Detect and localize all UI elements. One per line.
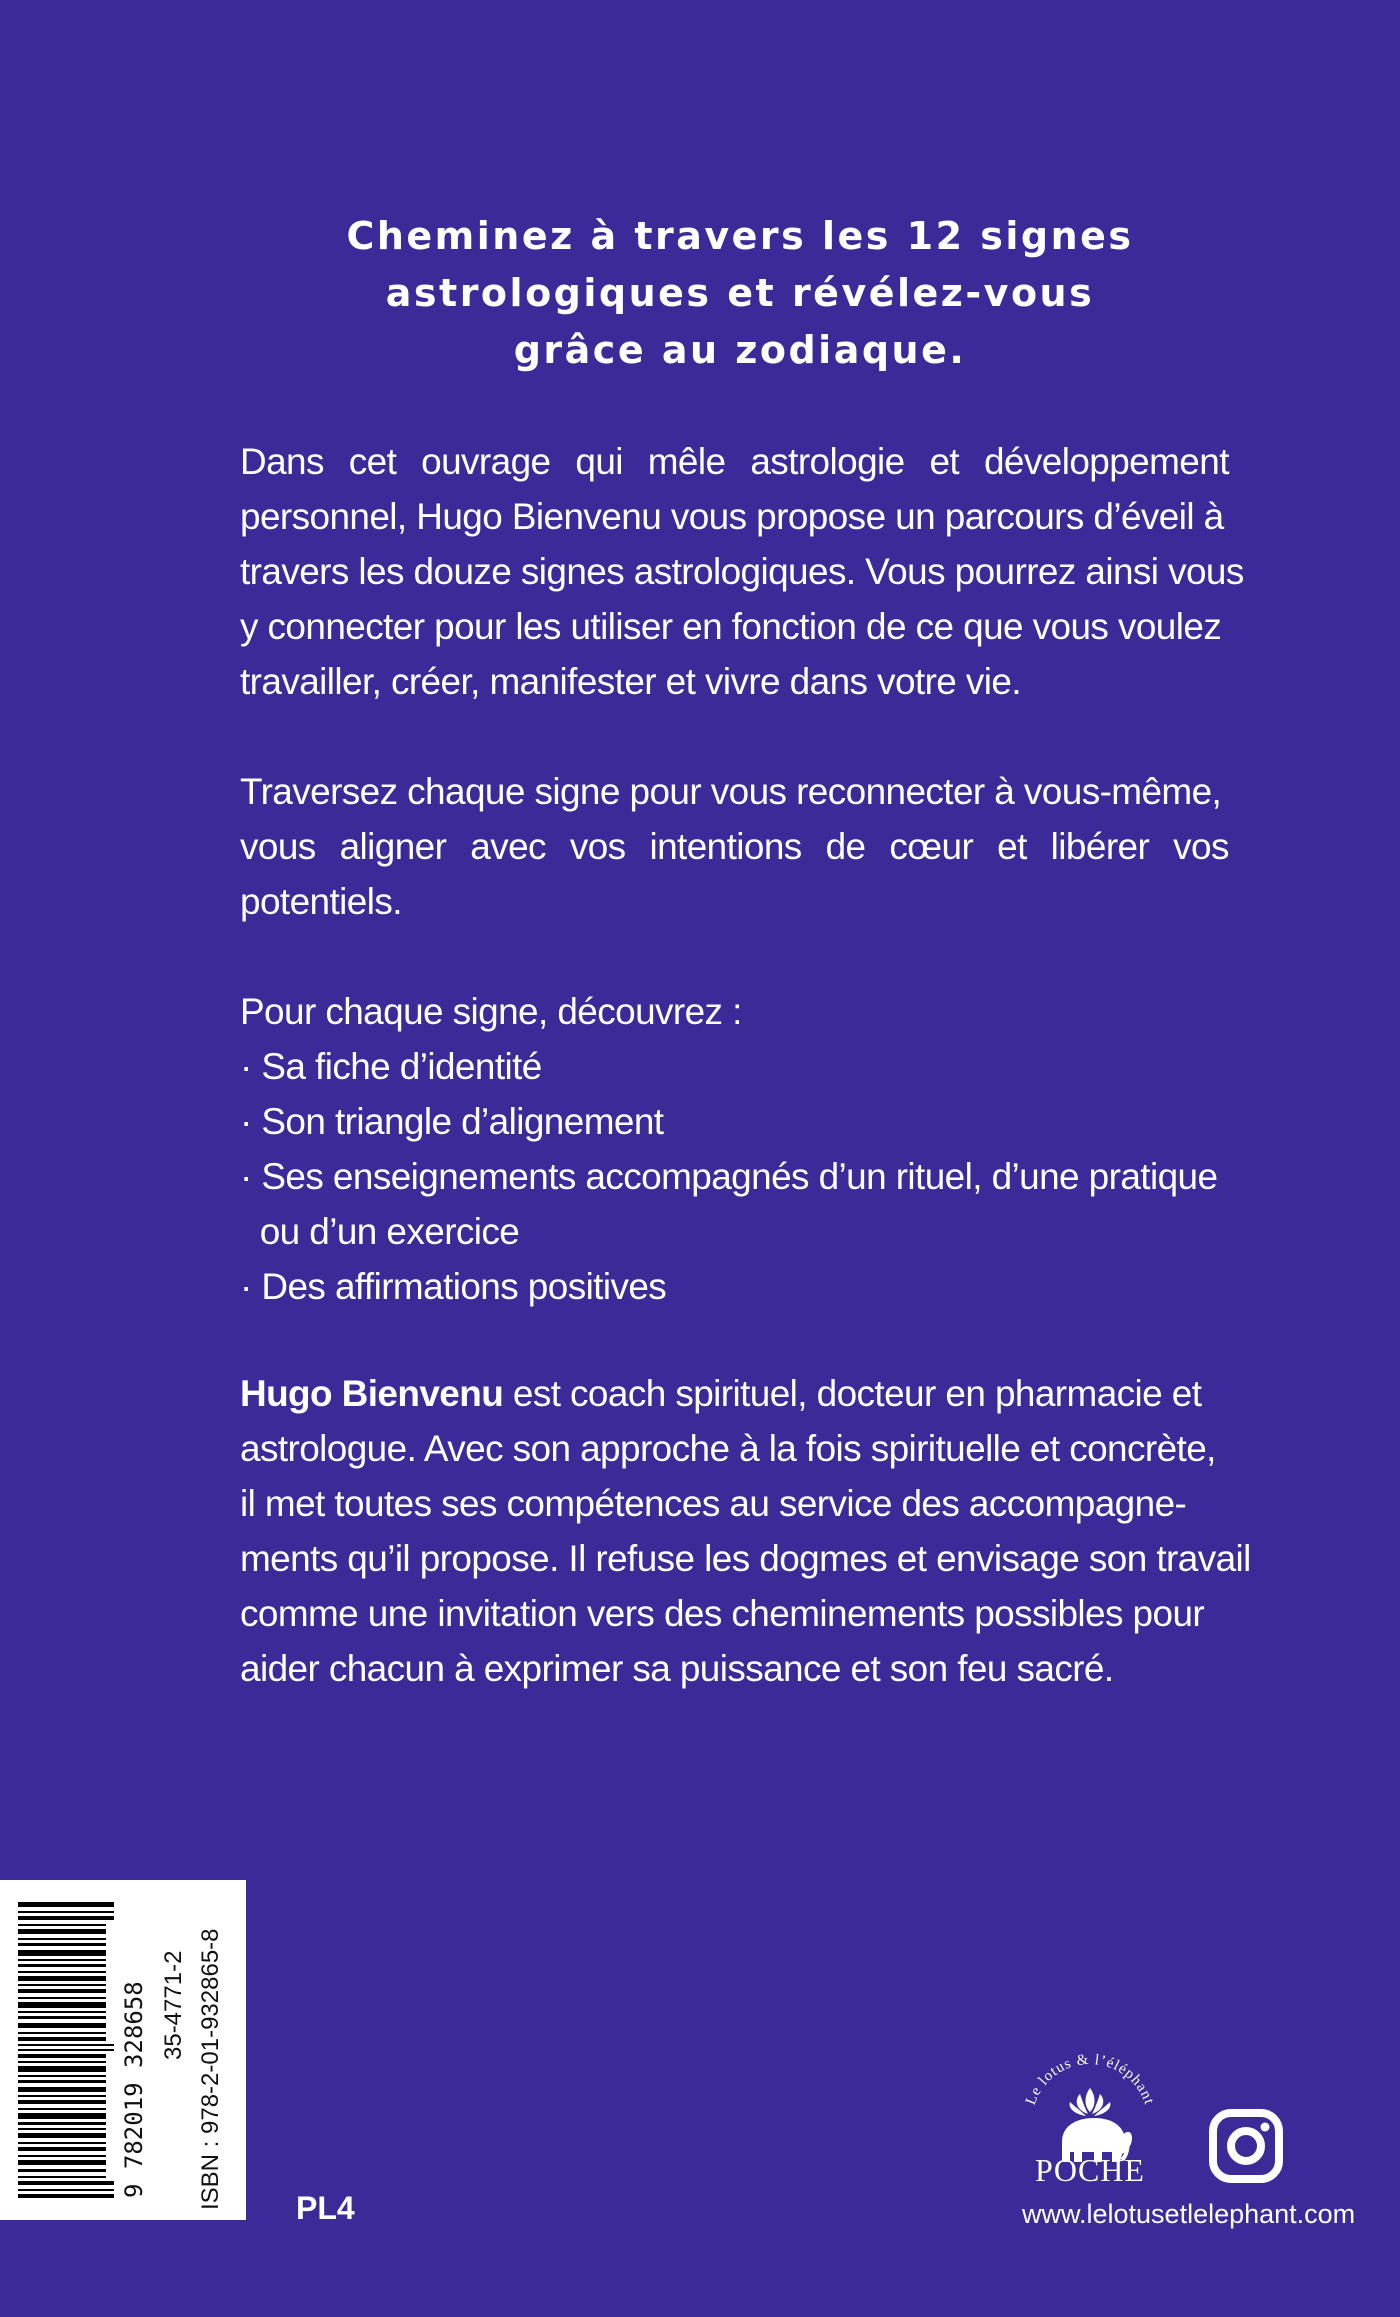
headline-line: Cheminez à travers les 12 signes [346,214,1134,258]
barcode-bars [18,1902,114,2198]
publisher-website-link[interactable]: www.lelotusetlelephant.com [1022,2199,1356,2229]
barcode-number: 9 782019 328658 [120,1981,148,2198]
barcode-panel [0,1880,246,2220]
word: et [929,440,960,482]
word: vos [1173,825,1229,867]
instagram-icon[interactable] [1208,2108,1284,2184]
word: et [997,825,1027,867]
author-bio-first-line [240,1366,1229,1421]
contents-list [240,984,1229,1314]
word: de [825,825,866,867]
word: mêle [647,440,726,482]
list-item: · Des affirmations positives [240,1265,667,1307]
paragraph-line [240,819,1229,874]
list-item: · Son triangle d’alignement [240,1100,664,1142]
word: astrologie [750,440,905,482]
paragraph-line: Traversez chaque signe pour vous reconnecter à vous-même, [240,770,1222,812]
description-paragraph [240,434,1244,709]
paragraph-line: travailler, créer, manifester et vivre dans votre vie. [240,660,1022,702]
word: Dans [240,440,324,482]
publisher-arc-text: Le lotus & l’éléphant [1022,2051,1158,2108]
word: aligner [339,825,447,867]
paragraph-line: astrologue. Avec son approche à la fois spirituelle et concrète, [240,1427,1216,1469]
word: ouvrage [421,440,551,482]
headline-line: grâce au zodiaque. [513,328,967,372]
paragraph-line: aider chacun à exprimer sa puissance et son feu sacré. [240,1647,1114,1689]
word: développement [983,440,1229,482]
author-name: Hugo Bienvenu [240,1372,504,1414]
paragraph-line: potentiels. [240,880,402,922]
word: intentions [649,825,802,867]
back-cover-headline [240,208,1240,379]
imprint-name: POCHE [1035,2152,1145,2188]
list-item: · Ses enseignements accompagnés d’un rituel, d’une pratique [240,1155,1218,1197]
word: qui [575,440,623,482]
word: avec [470,825,546,867]
paragraph-line-tail: est coach spirituel, docteur en pharmacie et [503,1372,1202,1414]
word: vos [569,825,626,867]
list-intro: Pour chaque signe, découvrez : [240,990,742,1032]
word: cœur [889,825,974,867]
price-code: PL4 [296,2190,355,2226]
isbn-number: ISBN : 978-2-01-932865-8 [197,1928,224,2210]
author-bio [240,1366,1251,1696]
intent-paragraph [240,764,1229,929]
list-item-continuation: ou d’un exercice [259,1210,520,1252]
paragraph-line [240,434,1229,489]
product-code: 35-4771-2 [160,1950,187,2060]
list-item: · Sa fiche d’identité [240,1045,542,1087]
paragraph-line: il met toutes ses compétences au service des accompagne- [240,1482,1187,1524]
word: cet [348,440,397,482]
paragraph-line: ments qu’il propose. Il refuse les dogmes et envisage son travail [240,1537,1251,1579]
headline-line: astrologiques et révélez-vous [385,271,1095,315]
paragraph-line: y connecter pour les utiliser en fonction de ce que vous voulez [240,605,1222,647]
word: libérer [1050,825,1150,867]
paragraph-line: travers les douze signes astrologiques. Vous pourrez ainsi vous [240,550,1244,592]
paragraph-line: comme une invitation vers des cheminements possibles pour [240,1592,1205,1634]
word: vous [240,825,316,867]
paragraph-line: personnel, Hugo Bienvenu vous propose un parcours d’éveil à [240,495,1224,537]
